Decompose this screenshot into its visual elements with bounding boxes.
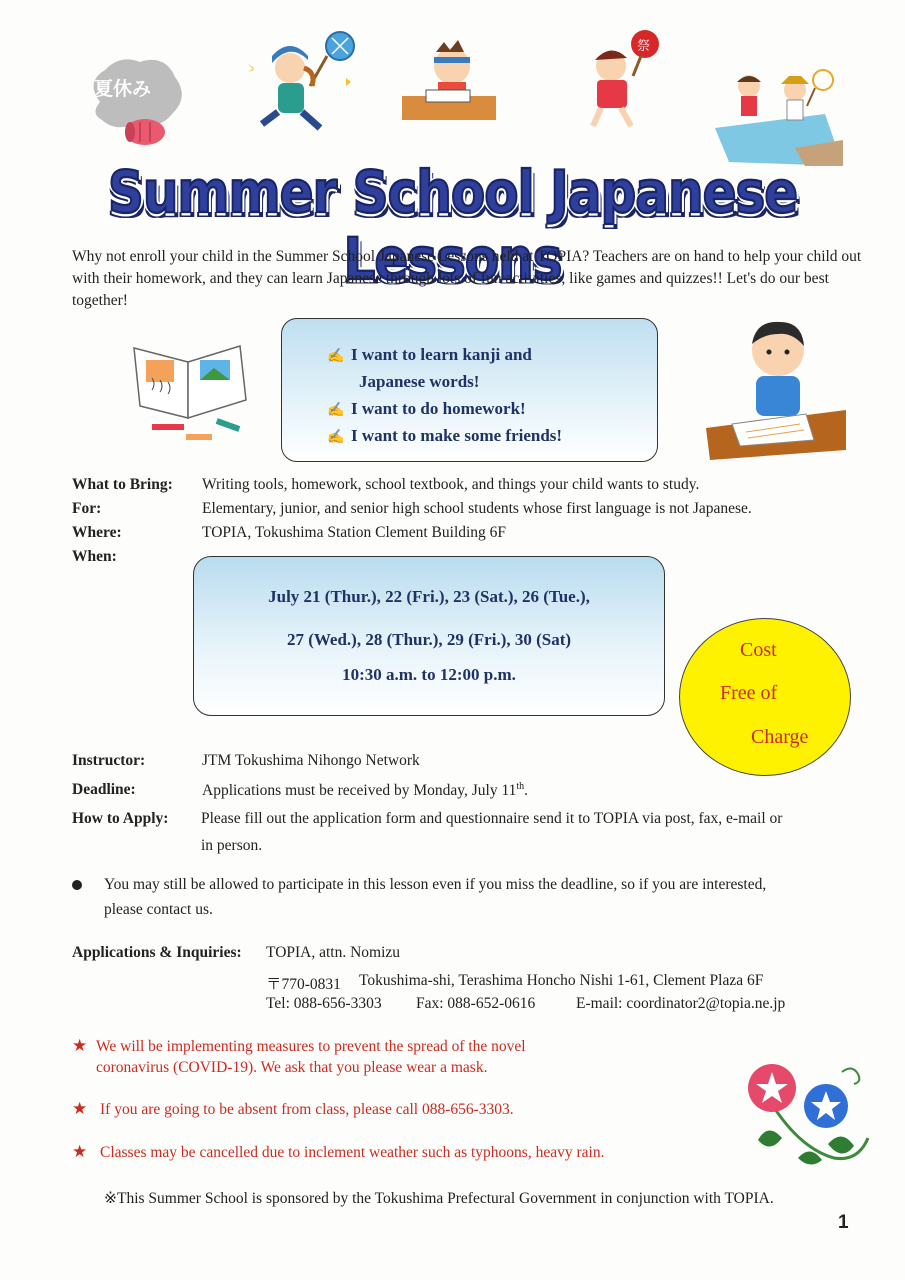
weather-notice: Classes may be cancelled due to inclement weather such as typhoons, heavy rain. [100,1144,605,1161]
contact-email[interactable]: E-mail: coordinator2@topia.ne.jp [576,995,786,1012]
absence-notice: If you are going to be absent from class, please call 088-656-3303. [100,1101,514,1118]
instructor-label: Instructor: [72,752,146,769]
kids-at-beach-illustration [715,66,845,173]
pencil-icon: ✍ [327,403,345,418]
summer-vacation-bubble-illustration [80,52,190,152]
festival-fan-text: 祭 [637,39,651,54]
what-to-bring-label: What to Bring: [72,476,173,493]
what-to-bring-value: Writing tools, homework, school textbook, and things your child wants to study. [202,476,700,493]
wants-box [281,318,658,462]
contact-fax: Fax: 088-652-0616 [416,995,536,1012]
instructor-value: JTM Tokushima Nihongo Network [202,752,420,769]
page-number: 1 [838,1212,849,1233]
schedule-box [193,556,665,716]
postal-code: 〒770-0831 [266,976,341,993]
sponsor-note: ※This Summer School is sponsored by the Tokushima Prefectural Government in conjunction with TOPIA. [104,1190,774,1207]
late-note-line-2: please contact us. [104,901,213,918]
pencil-icon: ✍ [327,430,345,445]
page-title: Summer School Japanese Lessons [107,159,798,293]
cost-free-badge [679,618,851,776]
bubble-text: 夏休み [94,78,152,100]
covid-notice-line-2: coronavirus (COVID-19). We ask that you please wear a mask. [96,1059,488,1076]
girl-with-net-illustration [242,28,357,138]
for-value: Elementary, junior, and senior high school students whose first language is not Japanese. [202,500,752,517]
deadline-label: Deadline: [72,781,136,798]
late-note-line-1: You may still be allowed to participate in this lesson even if you miss the deadline, so if you are interested, [104,876,767,893]
intro-paragraph: Why not enroll your child in the Summer School Japanese Lessons held at TOPIA? Teachers are on hand to help your child out with their homework, and they can learn Japanese through lots of fun activities, like games and quizzes!! Let's do our best together! [72,248,862,309]
want-item: ✍ I want to make some friends! [327,422,562,451]
girl-festival-fan-illustration [575,28,665,133]
dates-line-2: 27 (Wed.), 28 (Thur.), 29 (Fri.), 30 (Sat) [286,630,572,649]
where-value: TOPIA, Tokushima Station Clement Building 6F [202,524,507,541]
how-to-apply-line-2: in person. [201,837,263,854]
pencil-icon: ✍ [327,349,345,364]
open-book-and-crayons-illustration [128,338,253,453]
star-icon: ★ [72,1099,88,1118]
contact-tel: Tel: 088-656-3303 [266,995,382,1012]
how-to-apply-label: How to Apply: [72,810,169,827]
cost-line-2: Free of [720,682,778,704]
star-icon: ★ [72,1036,88,1055]
for-label: For: [72,500,102,517]
contact-address: Tokushima-shi, Terashima Honcho Nishi 1-61, Clement Plaza 6F [359,972,764,989]
time-range: 10:30 a.m. to 12:00 p.m. [342,665,516,684]
applications-inquiries-label: Applications & Inquiries: [72,944,242,961]
want-item: ✍ I want to learn kanji and [327,341,532,370]
deadline-value: Applications must be received by Monday, July 11th. [202,781,529,800]
covid-notice-line-1: We will be implementing measures to prevent the spread of the novel [96,1038,526,1055]
how-to-apply-line-1: Please fill out the application form and questionnaire send it to TOPIA via post, fax, e-mail or [201,810,783,827]
want-item-continued: Japanese words! [359,372,480,391]
where-label: Where: [72,524,122,541]
boy-writing-at-desk-illustration [706,314,846,467]
cost-line-3: Charge [751,726,809,748]
want-item: ✍ I want to do homework! [327,395,526,424]
bullet-icon [72,880,82,890]
when-label: When: [72,548,117,565]
cost-line-1: Cost [740,639,777,661]
dates-line-1: July 21 (Thur.), 22 (Fri.), 23 (Sat.), 26 (Tue.), [268,587,590,606]
boy-studying-headband-illustration [400,34,500,131]
contact-name: TOPIA, attn. Nomizu [266,944,401,961]
morning-glory-flowers-illustration [738,1058,873,1175]
star-icon: ★ [72,1142,88,1161]
